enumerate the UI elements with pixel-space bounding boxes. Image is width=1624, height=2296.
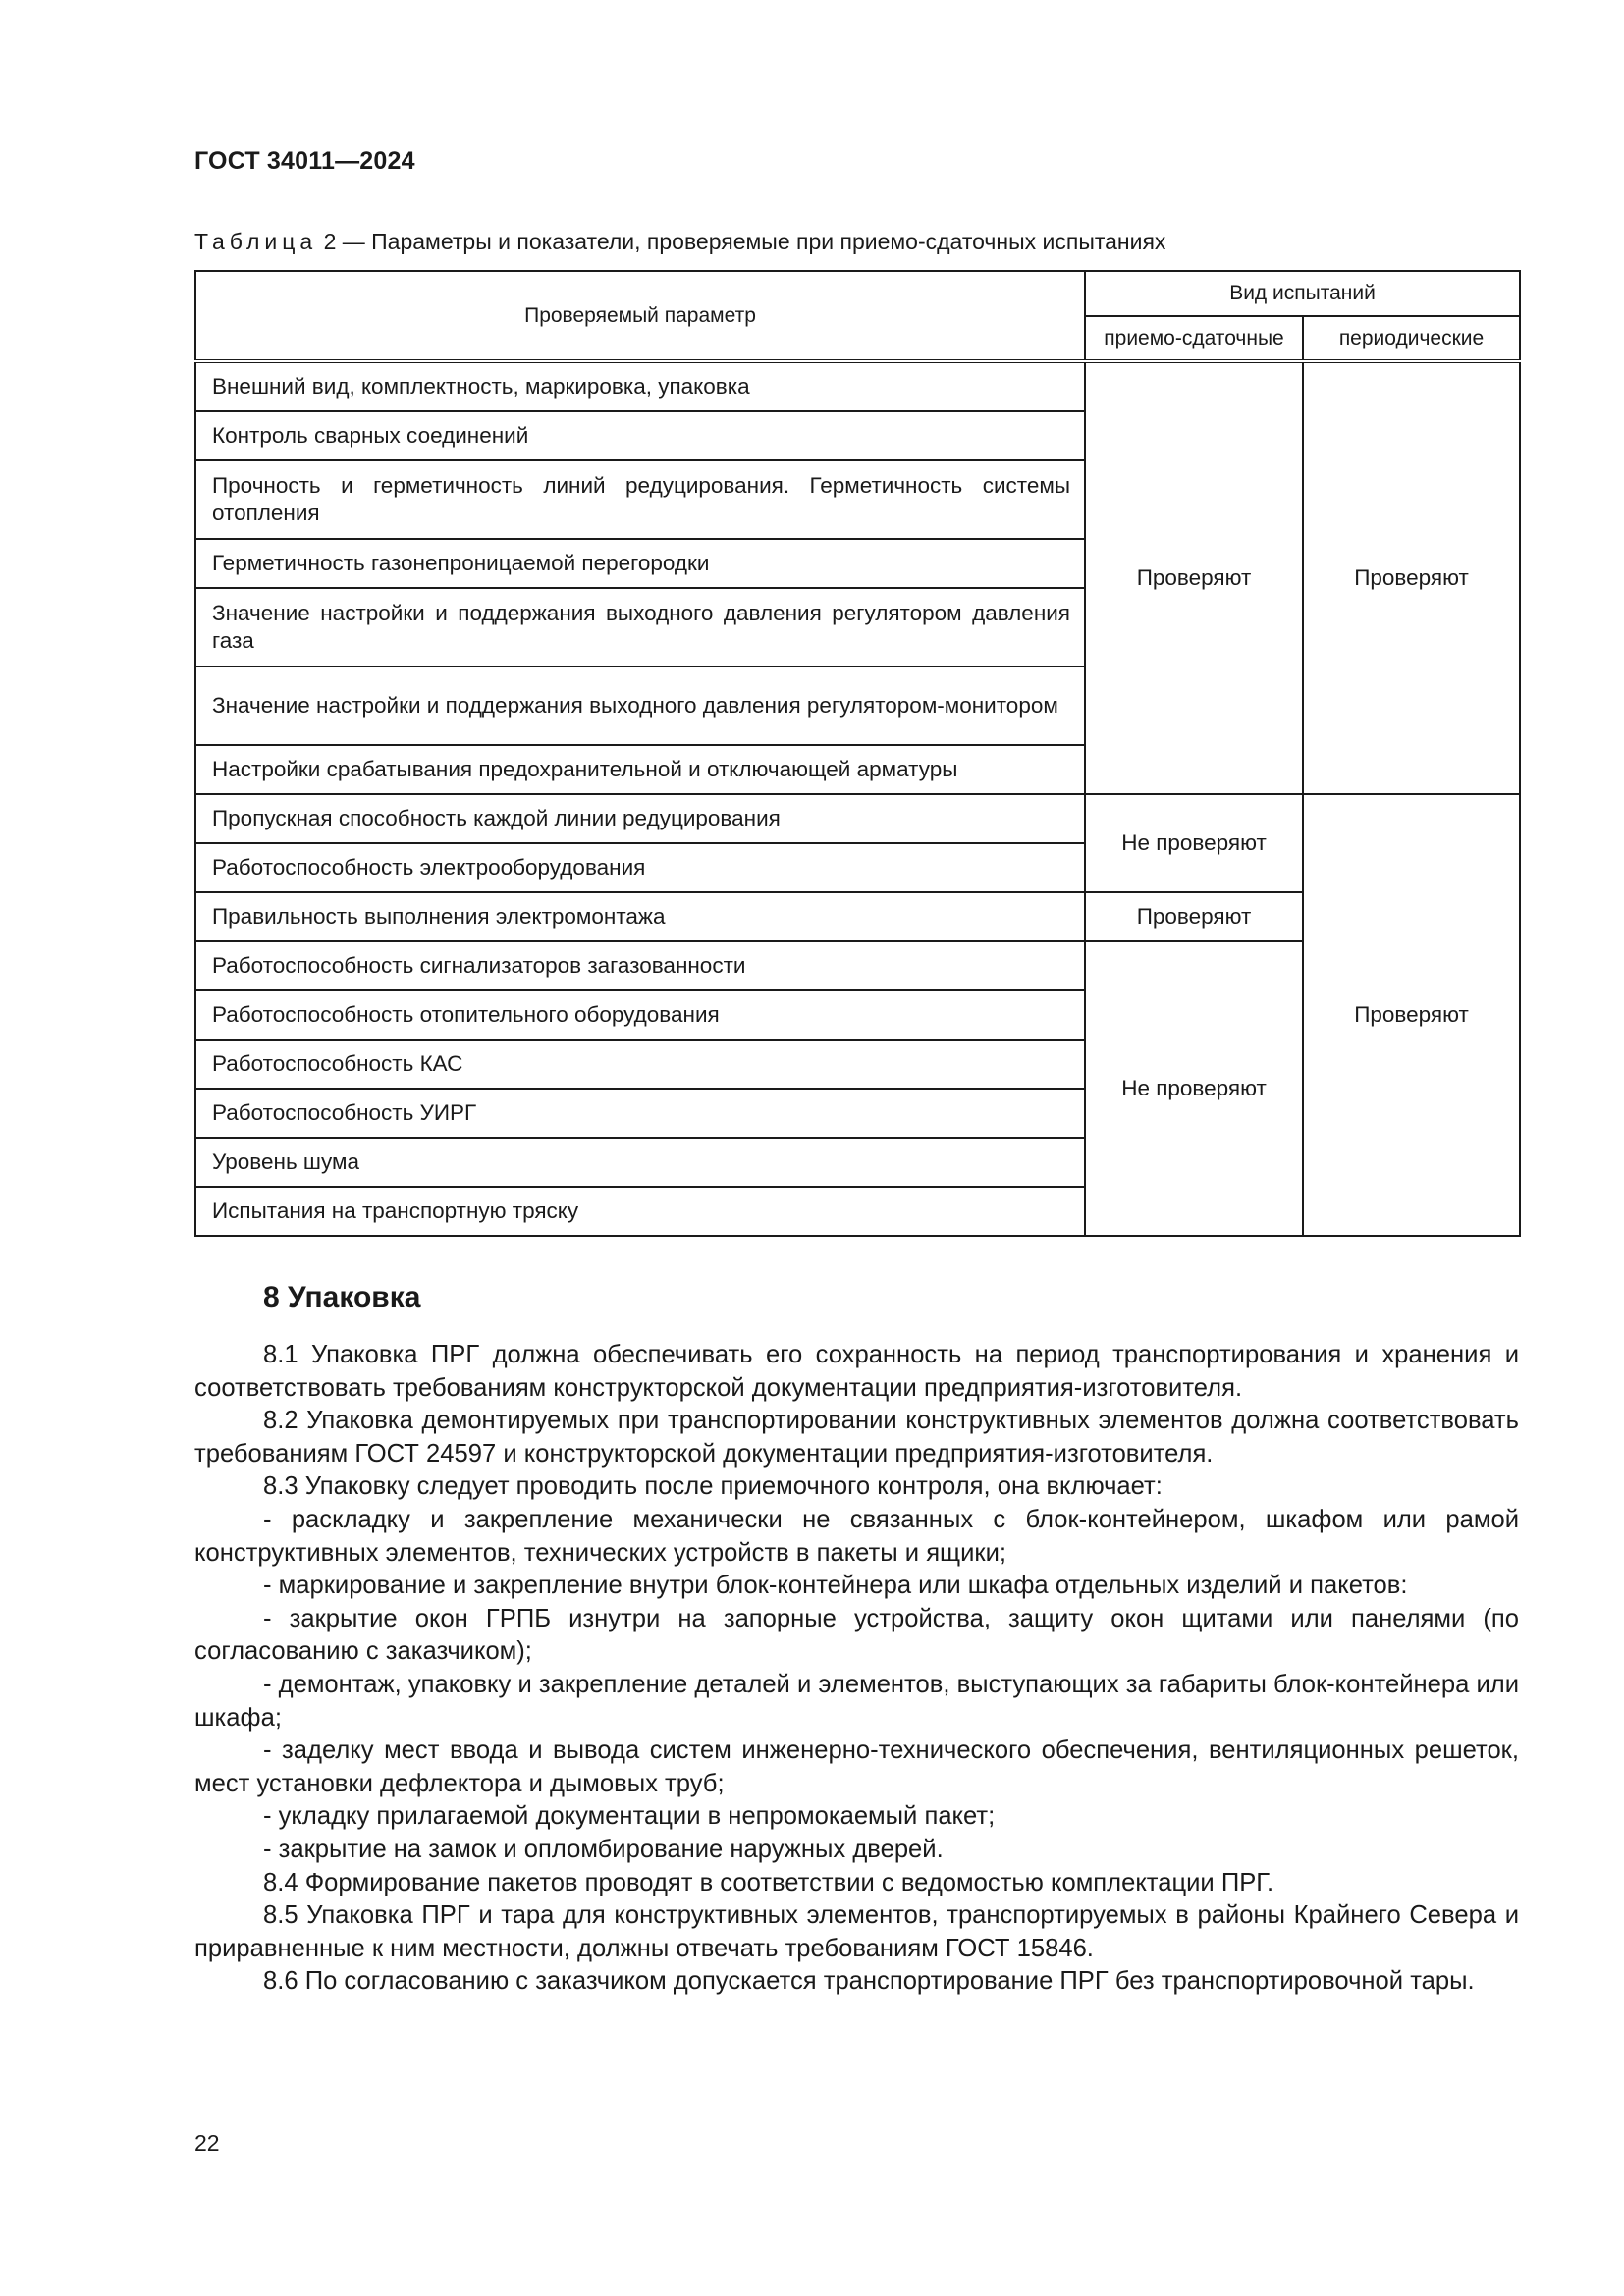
paragraph: 8.4 Формирование пакетов проводят в соответствии с ведомостью комплектации ПРГ.: [263, 1868, 1274, 1896]
table-caption-label: Таблица: [194, 229, 318, 254]
paragraph: 8.1 Упаковка ПРГ должна обеспечивать его сохранность на период транспортирования и хранения и соответствовать требованиям конструкторской документации предприятия-изготовителя.: [194, 1341, 1519, 1402]
acceptance-value: Не проверяют: [1085, 794, 1303, 892]
standard-header: ГОСТ 34011—2024: [194, 147, 415, 175]
table-row-param: Работоспособность электрооборудования: [195, 843, 1085, 892]
table-row-param: Прочность и герметичность линий редуцирования. Герметичность системы отопления: [195, 460, 1085, 539]
table-row-param: Испытания на транспортную тряску: [195, 1187, 1085, 1236]
page-number: 22: [194, 2130, 220, 2156]
parameters-table: [194, 270, 1521, 1237]
table-row-param: Герметичность газонепроницаемой перегородки: [195, 539, 1085, 588]
table-caption-text: 2 — Параметры и показатели, проверяемые при приемо-сдаточных испытаниях: [317, 229, 1166, 254]
list-item: - закрытие окон ГРПБ изнутри на запорные устройства, защиту окон щитами или панелями (по согласованию с заказчиком);: [194, 1604, 1519, 1666]
list-item: - демонтаж, упаковку и закрепление деталей и элементов, выступающих за габариты блок-контейнера или шкафа;: [194, 1670, 1519, 1732]
table-row-param: Работоспособность КАС: [195, 1040, 1085, 1089]
list-item: - укладку прилагаемой документации в непромокаемый пакет;: [263, 1802, 996, 1831]
table-row-param: Контроль сварных соединений: [195, 411, 1085, 460]
paragraph: 8.2 Упаковка демонтируемых при транспортировании конструктивных элементов должна соответствовать требованиям ГОСТ 24597 и конструкторской документации предприятия-изготовителя.: [194, 1407, 1519, 1468]
header-periodic: периодические: [1303, 316, 1520, 361]
table-row-param: Работоспособность сигнализаторов загазованности: [195, 941, 1085, 990]
list-item: - заделку мест ввода и вывода систем инженерно-технического обеспечения, вентиляционных решеток, мест установки дефлектора и дымовых труб;: [194, 1736, 1519, 1797]
acceptance-value: Не проверяют: [1085, 941, 1303, 1236]
table-row-param: Значение настройки и поддержания выходного давления регулятором давления газа: [195, 588, 1085, 667]
acceptance-value: Проверяют: [1085, 892, 1303, 941]
header-test-type: Вид испытаний: [1085, 271, 1520, 316]
table-caption: [194, 229, 1165, 255]
table-row-param: Работоспособность отопительного оборудования: [195, 990, 1085, 1040]
section-body: [194, 1339, 1519, 1999]
header-acceptance: приемо-сдаточные: [1085, 316, 1303, 361]
section-title: 8 Упаковка: [263, 1281, 421, 1313]
table-row-param: Значение настройки и поддержания выходного давления регулятором-монитором: [195, 667, 1085, 745]
paragraph: 8.6 По согласованию с заказчиком допускается транспортирование ПРГ без транспортировочной тары.: [263, 1967, 1475, 1996]
paragraph: 8.3 Упаковку следует проводить после приемочного контроля, она включает:: [263, 1472, 1163, 1501]
periodic-value: Проверяют: [1303, 361, 1520, 794]
table-row-param: Правильность выполнения электромонтажа: [195, 892, 1085, 941]
table-row-param: Уровень шума: [195, 1138, 1085, 1187]
list-item: - раскладку и закрепление механически не связанных с блок-контейнером, шкафом или рамой конструктивных элементов, технических устройств в пакеты и ящики;: [194, 1505, 1519, 1567]
list-item: - закрытие на замок и опломбирование наружных дверей.: [263, 1835, 944, 1863]
periodic-value: Проверяют: [1303, 794, 1520, 1236]
table-row-param: Настройки срабатывания предохранительной и отключающей арматуры: [195, 745, 1085, 794]
table-row-param: Внешний вид, комплектность, маркировка, упаковка: [195, 361, 1085, 411]
acceptance-value: Проверяют: [1085, 361, 1303, 794]
table-row-param: Работоспособность УИРГ: [195, 1089, 1085, 1138]
list-item: - маркирование и закрепление внутри блок-контейнера или шкафа отдельных изделий и пакетов:: [263, 1572, 1408, 1600]
table-row-param: Пропускная способность каждой линии редуцирования: [195, 794, 1085, 843]
header-parameter: Проверяемый параметр: [195, 271, 1085, 361]
paragraph: 8.5 Упаковка ПРГ и тара для конструктивных элементов, транспортируемых в районы Крайнего Севера и приравненные к ним местности, должны отвечать требованиям ГОСТ 15846.: [194, 1901, 1519, 1962]
